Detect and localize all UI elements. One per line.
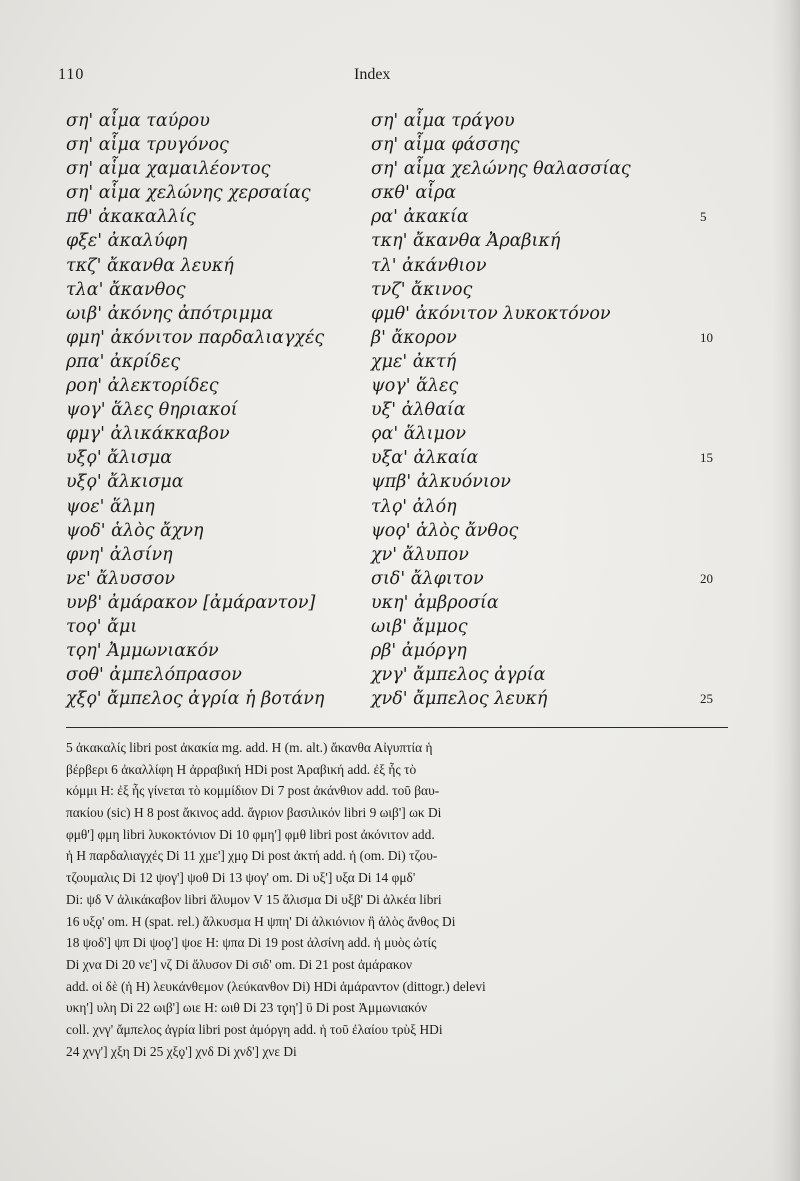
apparatus-line: Di: ψδ V ἀλικάκαβον libri ἄλυμον V 15 ἄλισμα Di υξβ' Di ἀλκέα libri — [66, 891, 442, 907]
index-entry: φμθ' ἀκόνιτον λυκοκτόνον — [371, 303, 611, 324]
index-entry: ρπα' ἀκρίδες — [66, 351, 181, 372]
index-entry: ψοϙ' ἁλὸς ἄνθος — [371, 520, 519, 541]
apparatus-line: 5 ἀκακαλίς libri post ἀκακία mg. add. H (m. alt.) ἄκανθα Αἰγυπτία ἡ — [66, 740, 433, 755]
index-entry: ϙα' ἅλιμον — [371, 424, 467, 445]
index-left-column — [66, 109, 324, 711]
apparatus-line: φμθ'] φμη libri λυκοκτόνιον Di 10 φμη'] φμθ libri post ἀκόνιτον add. — [66, 826, 435, 842]
index-entry: χνγ' ἄμπελος ἀγρία — [371, 665, 546, 686]
apparatus-line: πακίου (sic) H 8 post ἄκινος add. ἄγριον βασιλικόν libri 9 ωιβ'] ωκ Di — [66, 805, 442, 821]
index-entry: υκη' ἀμβροσία — [371, 592, 499, 613]
index-entry: σιδ' ἄλφιτον — [371, 568, 484, 589]
index-entry: τκζ' ἄκανθα λευκή — [66, 255, 234, 276]
page-number: 110 — [58, 66, 85, 83]
index-entry: φξε' ἀκαλύφη — [66, 231, 188, 252]
index-entry: ψοε' ἅλμη — [66, 496, 155, 517]
index-entry: τλα' ἄκανθος — [66, 279, 186, 300]
apparatus-line: 16 υξϙ' om. H (spat. rel.) ἄλκυσμα H ψπη' Di ἀλκιόνιον ἢ ἁλὸς ἄνθος Di — [66, 913, 456, 929]
index-entry: ψογ' ἅλες θηριακοί — [66, 400, 238, 421]
index-entry: ση' αἷμα ταύρου — [66, 111, 210, 131]
index-entry: ροη' ἀλεκτορίδες — [66, 376, 219, 397]
page-edge-shadow — [772, 0, 800, 1181]
apparatus-line: add. οἱ δὲ (ἡ H) λευκάνθεμον (λεύκανθον Di) HDi ἀμάραντον (dittogr.) delevi — [66, 978, 486, 994]
index-entry: χξϙ' ἄμπελος ἀγρία ἡ βοτάνη — [66, 689, 325, 710]
index-entry: β' ἄκορον — [371, 327, 457, 348]
index-entry: χνδ' ἄμπελος λευκή — [371, 689, 548, 710]
index-entry: φνη' ἀλσίνη — [66, 544, 173, 565]
apparatus-line: βέρβερι 6 ἀκαλλίφη H ἀρραβική HDi post Ἀραβική add. ἐξ ἧς τὸ — [66, 761, 417, 777]
line-number: 5 — [700, 209, 707, 225]
index-entry: τκη' ἄκανθα Ἀραβική — [371, 231, 561, 252]
critical-apparatus — [66, 737, 728, 1062]
apparatus-divider — [66, 727, 728, 728]
index-entry: ση' αἷμα χελώνης χερσαίας — [66, 183, 311, 204]
index-entry: υξ' ἀλθαία — [371, 400, 466, 421]
index-entry: ση' αἷμα τράγου — [371, 111, 515, 131]
index-entry: χν' ἄλυπον — [371, 544, 469, 565]
apparatus-line: ἡ H παρδαλιαγχές Di 11 χμε'] χμϙ Di post ἀκτή add. ἡ (om. Di) τζου- — [66, 848, 438, 864]
apparatus-line: υκη'] υλη Di 22 ωιβ'] ωιε H: ωιθ Di 23 τϙη'] ῡ Di post Ἀμμωνιακόν — [66, 1000, 428, 1016]
running-head: Index — [354, 66, 391, 83]
index-entry: πθ' ἀκακαλλίς — [66, 207, 196, 228]
index-entry: υξϙ' ἄλισμα — [66, 448, 173, 469]
line-number: 25 — [700, 691, 713, 707]
index-entry: τοϙ' ἄμι — [66, 616, 138, 637]
index-entry: σοθ' ἀμπελόπρασον — [66, 665, 242, 686]
index-entry: ψπβ' ἀλκυόνιον — [371, 472, 511, 493]
index-entry: ση' αἷμα χαμαιλέοντος — [66, 159, 271, 180]
index-entry: υξϙ' ἄλκισμα — [66, 472, 184, 493]
line-number: 20 — [700, 570, 713, 586]
line-number: 15 — [700, 450, 713, 466]
index-entry: τνζ' ἄκινος — [371, 279, 473, 300]
index-entry: υνβ' ἀμάρακον [ἀμάραντον] — [66, 592, 316, 613]
index-entry: σκθ' αἷρα — [371, 183, 457, 204]
apparatus-line: κόμμι H: ἐξ ἧς γίνεται τὸ κομμίδιον Di 7 post ἀκάνθιον add. τοῦ βαυ- — [66, 783, 440, 799]
index-entry: ωιβ' ἀκόνης ἀπότριμμα — [66, 303, 274, 324]
apparatus-line: coll. χνγ' ἄμπελος ἀγρία libri post ἀμόργη add. ἡ τοῦ ἐλαίου τρὺξ HDi — [66, 1021, 443, 1037]
index-entry: τϙη' Ἀμμωνιακόν — [66, 641, 219, 662]
index-entry: νε' ἄλυσσον — [66, 568, 176, 589]
apparatus-line: τζουμαλις Di 12 ψογ'] ψοθ Di 13 ψογ' om. Di υξ'] υξα Di 14 φμδ' — [66, 870, 416, 886]
index-entry: χμε' ἀκτή — [371, 351, 457, 372]
apparatus-line: 18 ψοδ'] ψπ Di ψοϙ'] ψοε H: ψπα Di 19 post ἀλσίνη add. ἡ μυὸς ὠτίς — [66, 935, 437, 951]
index-entry: ψογ' ἅλες — [371, 376, 459, 397]
index-entry: ση' αἷμα χελώνης θαλασσίας — [371, 159, 631, 180]
index-right-column — [371, 109, 631, 711]
index-entry: φμη' ἀκόνιτον παρδαλιαγχές — [66, 327, 325, 348]
index-entry: ρβ' ἀμόργη — [371, 641, 467, 662]
index-entry: τλϙ' ἀλόη — [371, 496, 457, 517]
index-entry: φμγ' ἀλικάκκαβον — [66, 424, 230, 445]
index-entry: ρα' ἀκακία — [371, 207, 469, 228]
apparatus-line: 24 χνγ'] χξη Di 25 χξϙ'] χνδ Di χνδ'] χνε Di — [66, 1043, 297, 1059]
index-entry: ψοδ' ἁλὸς ἄχνη — [66, 520, 204, 541]
page-header — [0, 66, 800, 86]
index-entry: υξα' ἀλκαία — [371, 448, 479, 469]
index-entry: τλ' ἀκάνθιον — [371, 255, 487, 276]
index-entry: ση' αἷμα φάσσης — [371, 135, 520, 156]
index-entry: ση' αἷμα τρυγόνος — [66, 135, 229, 156]
line-number: 10 — [700, 329, 713, 345]
index-entry: ωιβ' ἄμμος — [371, 616, 468, 637]
apparatus-line: Di χνα Di 20 νε'] νζ Di ἄλυσον Di σιδ' om. Di 21 post ἀμάρακον — [66, 956, 413, 972]
